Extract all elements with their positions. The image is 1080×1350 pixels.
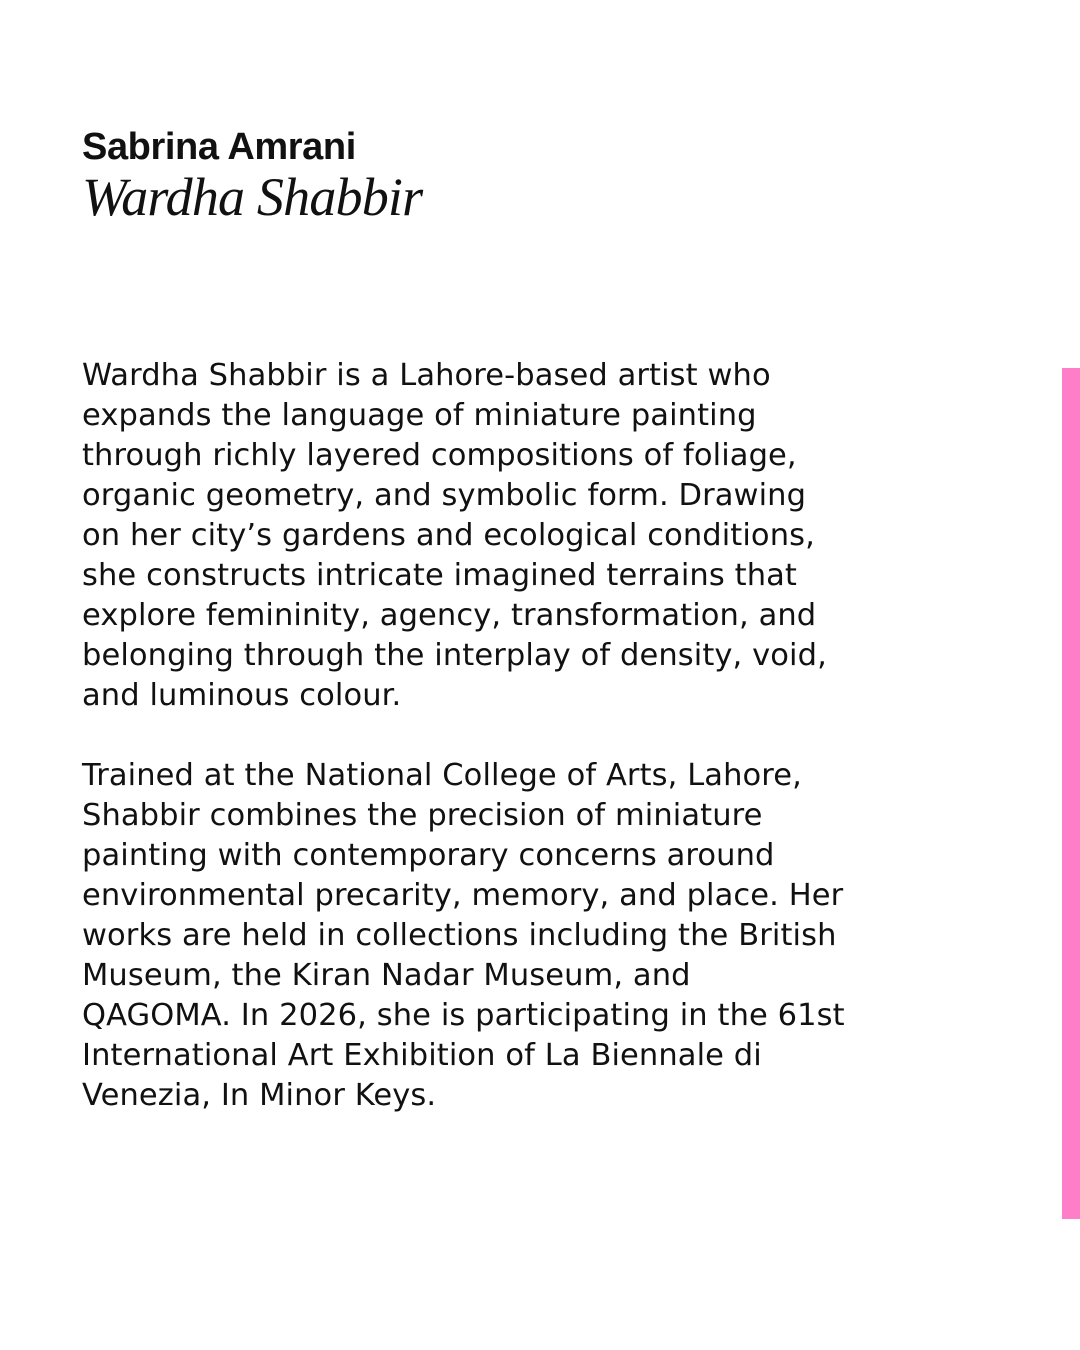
bio-line: Venezia, In Minor Keys. — [82, 1078, 437, 1113]
bio-line: she constructs intricate imagined terrains that — [82, 558, 797, 593]
accent-bar — [1062, 368, 1080, 1219]
bio-line: and luminous colour. — [82, 678, 402, 713]
bio-paragraph — [82, 756, 962, 1116]
bio-line: Museum, the Kiran Nadar Museum, and — [82, 958, 691, 993]
author-name: Sabrina Amrani — [82, 126, 356, 168]
artist-bio — [82, 356, 962, 1156]
bio-line: Wardha Shabbir is a Lahore-based artist who — [82, 358, 771, 393]
bio-line: Shabbir combines the precision of miniature — [82, 798, 763, 833]
bio-line: on her city’s gardens and ecological conditions, — [82, 518, 815, 553]
bio-line: through richly layered compositions of foliage, — [82, 438, 797, 473]
bio-line: organic geometry, and symbolic form. Drawing — [82, 478, 807, 513]
bio-line: QAGOMA. In 2026, she is participating in the 61st — [82, 998, 845, 1033]
bio-line: environmental precarity, memory, and place. Her — [82, 878, 844, 913]
header — [82, 124, 982, 228]
bio-line: expands the language of miniature painting — [82, 398, 757, 433]
bio-line: belonging through the interplay of density, void, — [82, 638, 827, 673]
bio-line: painting with contemporary concerns around — [82, 838, 775, 873]
bio-line: Trained at the National College of Arts, Lahore, — [82, 758, 802, 793]
bio-line: explore femininity, agency, transformation, and — [82, 598, 817, 633]
artist-name: Wardha Shabbir — [82, 167, 423, 227]
bio-line: works are held in collections including the British — [82, 918, 837, 953]
bio-line: International Art Exhibition of La Biennale di — [82, 1038, 762, 1073]
bio-paragraph — [82, 356, 962, 716]
